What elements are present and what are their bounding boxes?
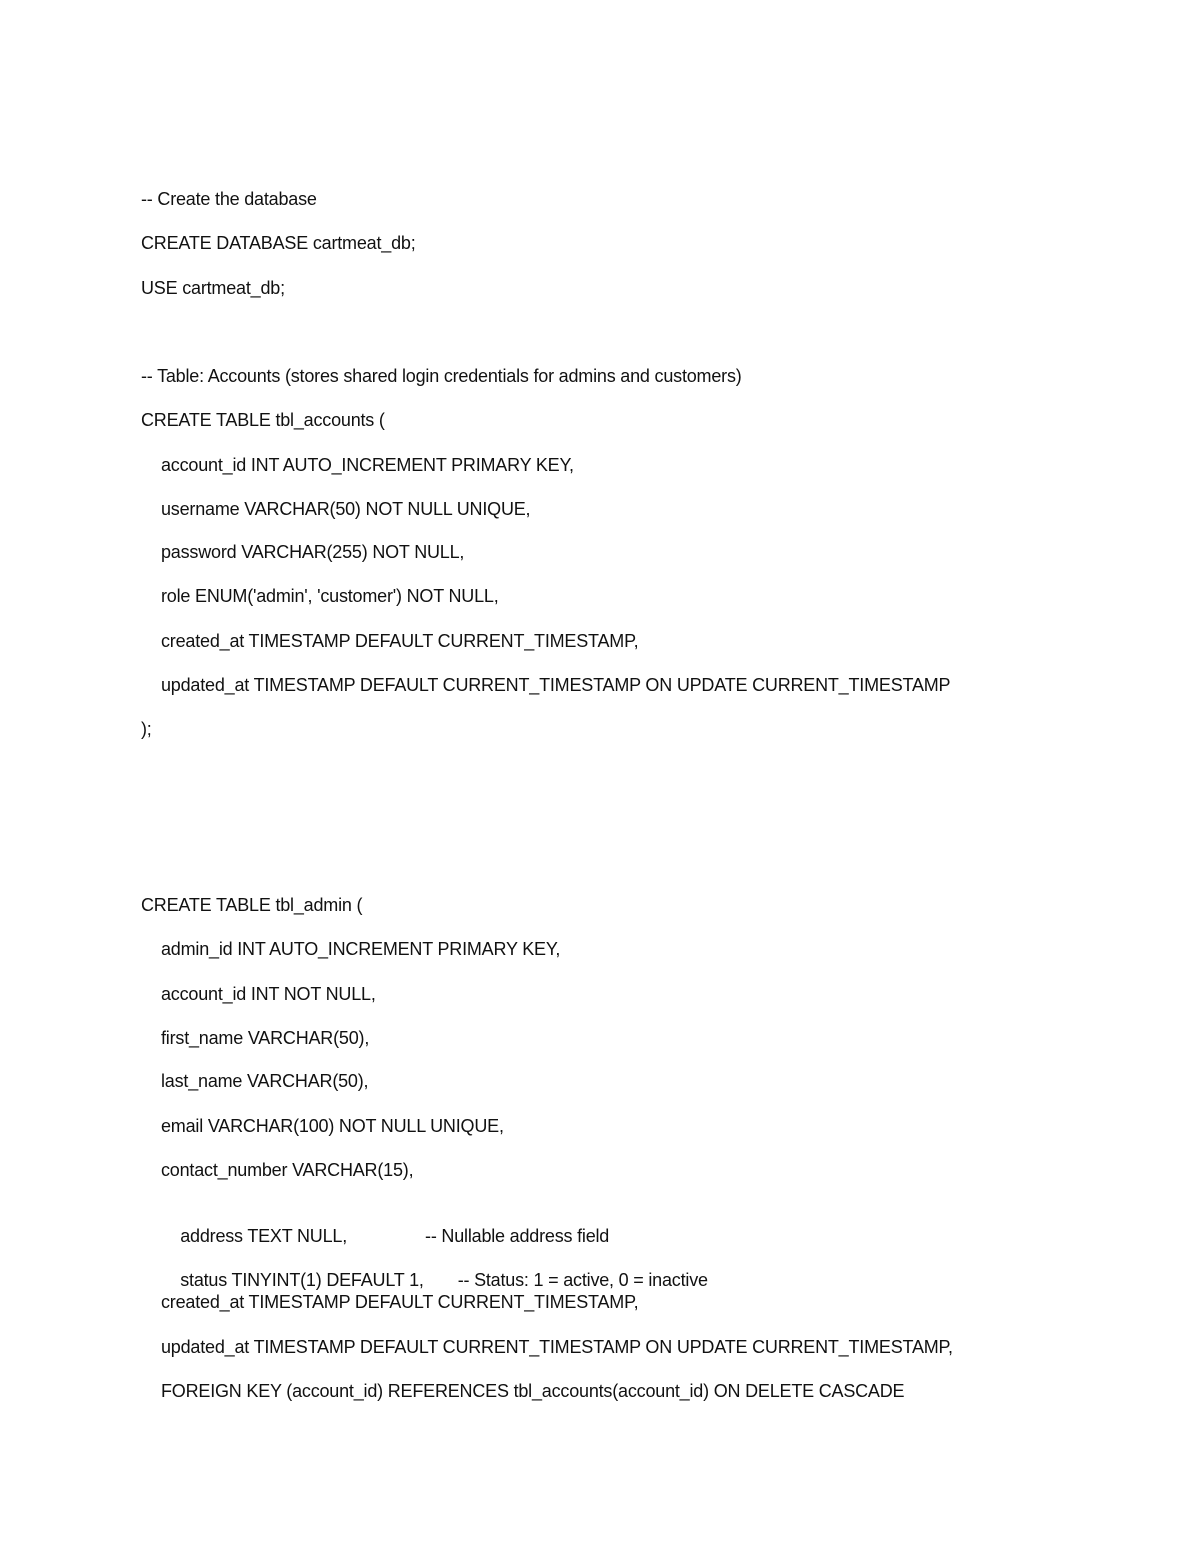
create-database-statement: CREATE DATABASE cartmeat_db; — [141, 233, 416, 253]
comment-accounts-table: -- Table: Accounts (stores shared login credentials for admins and customers) — [141, 366, 742, 386]
admin-column-line: email VARCHAR(100) NOT NULL UNIQUE, — [161, 1116, 504, 1136]
address-column-code: address TEXT NULL, — [180, 1226, 348, 1246]
use-database-statement: USE cartmeat_db; — [141, 278, 285, 298]
accounts-column-line: updated_at TIMESTAMP DEFAULT CURRENT_TIMESTAMP ON UPDATE CURRENT_TIMESTAMP — [161, 675, 951, 695]
accounts-column-line: username VARCHAR(50) NOT NULL UNIQUE, — [161, 499, 531, 519]
accounts-table-close: ); — [141, 719, 152, 739]
create-table-accounts: CREATE TABLE tbl_accounts ( — [141, 410, 385, 430]
accounts-column-line: created_at TIMESTAMP DEFAULT CURRENT_TIMESTAMP, — [161, 631, 639, 651]
status-inline-comment: -- Status: 1 = active, 0 = inactive — [457, 1270, 708, 1290]
accounts-column-line: role ENUM('admin', 'customer') NOT NULL, — [161, 586, 499, 606]
admin-foreign-key-line: FOREIGN KEY (account_id) REFERENCES tbl_accounts(account_id) ON DELETE CASCADE — [161, 1381, 905, 1401]
admin-column-line: created_at TIMESTAMP DEFAULT CURRENT_TIMESTAMP, — [161, 1292, 639, 1312]
status-column-code: status TINYINT(1) DEFAULT 1, — [180, 1270, 424, 1290]
admin-column-line: updated_at TIMESTAMP DEFAULT CURRENT_TIMESTAMP ON UPDATE CURRENT_TIMESTAMP, — [161, 1337, 953, 1357]
admin-column-line: admin_id INT AUTO_INCREMENT PRIMARY KEY, — [161, 939, 561, 959]
comment-create-database: -- Create the database — [141, 189, 317, 209]
admin-column-line: last_name VARCHAR(50), — [161, 1071, 369, 1091]
create-table-admin: CREATE TABLE tbl_admin ( — [141, 895, 363, 915]
accounts-column-line: password VARCHAR(255) NOT NULL, — [161, 542, 465, 562]
admin-column-line: first_name VARCHAR(50), — [161, 1028, 370, 1048]
address-inline-comment: -- Nullable address field — [425, 1226, 610, 1246]
admin-column-line: account_id INT NOT NULL, — [161, 984, 376, 1004]
accounts-column-line: account_id INT AUTO_INCREMENT PRIMARY KEY, — [161, 455, 574, 475]
admin-column-line: contact_number VARCHAR(15), — [161, 1160, 414, 1180]
